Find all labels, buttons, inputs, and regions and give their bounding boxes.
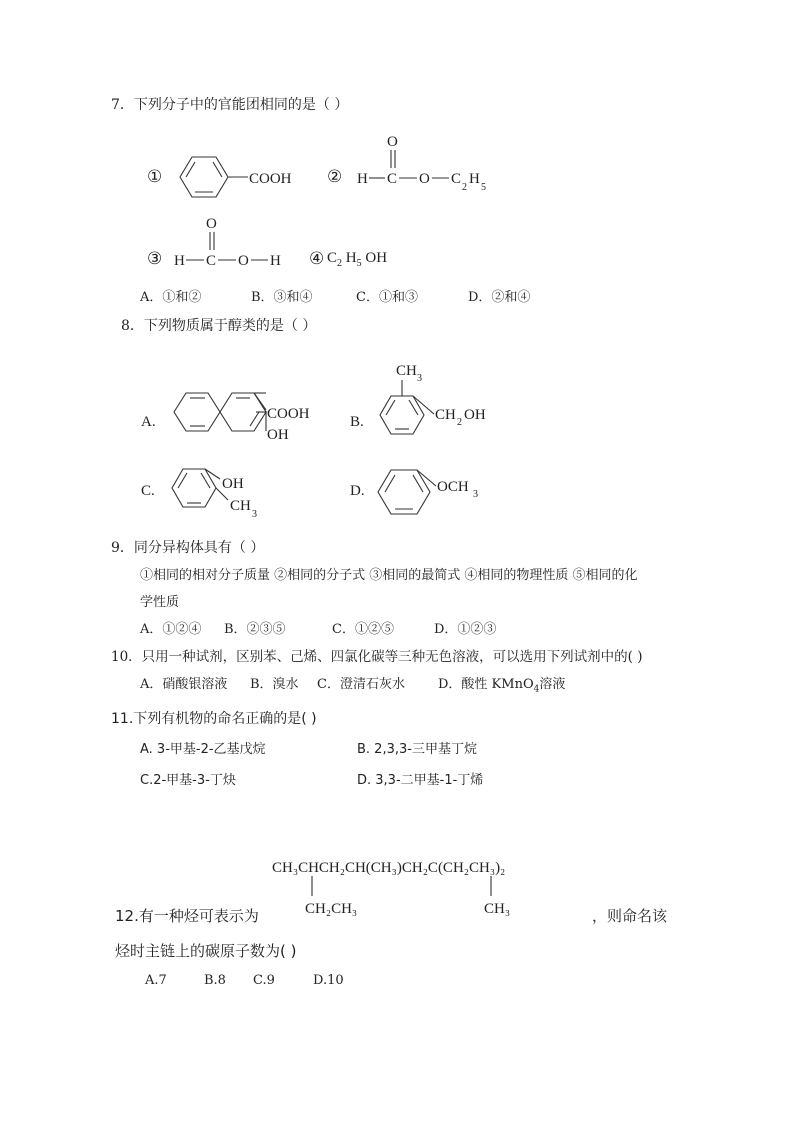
q7-num-4: ④ <box>309 249 325 268</box>
svg-text:H: H <box>469 171 480 187</box>
q7-m1-group: COOH <box>249 171 292 187</box>
q7-m2-c: C <box>387 171 398 187</box>
q12-stem-a: 12.有一种烃可表示为 <box>115 907 259 925</box>
q12-formula-main: CH₃CHCH₂CH(CH₃)CH₂C(CH₂CH₃)₂ <box>272 860 506 876</box>
svg-text:CH: CH <box>435 407 456 423</box>
svg-text:3: 3 <box>252 509 257 520</box>
q8-stem: 8．下列物质属于醇类的是（ ） <box>121 318 317 334</box>
q11-option-a[interactable]: A. 3-甲基-2-乙基戊烷 <box>140 742 266 757</box>
hydroxynaphthoic-acid-structure <box>170 388 330 450</box>
q9-line1: ①相同的相对分子质量 ②相同的分子式 ③相同的最简式 ④相同的物理性质 ⑤相同的化 <box>140 568 638 583</box>
svg-text:CH: CH <box>230 498 251 514</box>
q11-stem: 11.下列有机物的命名正确的是( ) <box>111 711 317 727</box>
q7-option-c[interactable]: C．①和③ <box>356 290 418 305</box>
svg-text:OH: OH <box>267 427 289 443</box>
q12-option-b[interactable]: B.8 <box>204 973 226 988</box>
q8-option-c-label[interactable]: C. <box>141 483 155 499</box>
q10-option-a[interactable]: A．硝酸银溶液 <box>140 677 228 692</box>
svg-text:3: 3 <box>473 489 478 500</box>
q10-option-d[interactable]: D．酸性 KMnO$_4$溶液 <box>438 677 566 695</box>
q12-stem-c: 烃时主链上的碳原子数为( ) <box>115 942 297 960</box>
q7-m2-h: H <box>357 171 368 187</box>
q9-option-c[interactable]: C．①②⑤ <box>332 622 394 637</box>
q10-stem: 10．只用一种试剂，区别苯、己烯、四氯化碳等三种无色溶液，可以选用下列试剂中的( ) <box>111 649 643 665</box>
svg-text:2: 2 <box>457 417 462 428</box>
q7-num-1: ① <box>147 167 163 186</box>
q12-stem-b: ，则命名该 <box>592 907 668 925</box>
q7-option-d[interactable]: D．②和④ <box>468 290 531 305</box>
svg-text:H: H <box>270 253 281 269</box>
q9-option-d[interactable]: D．①②③ <box>434 622 497 637</box>
cresol-structure <box>168 464 278 526</box>
svg-text:CH: CH <box>396 363 417 379</box>
q8-option-d-label[interactable]: D. <box>350 483 365 499</box>
svg-text:OCH: OCH <box>437 479 469 495</box>
q11-option-c[interactable]: C.2-甲基-3-丁炔 <box>140 773 236 788</box>
q12-hydrocarbon-structure <box>270 852 600 922</box>
svg-text:C: C <box>206 253 217 269</box>
svg-text:O: O <box>238 253 249 269</box>
svg-text:COOH: COOH <box>267 406 310 422</box>
svg-text:H: H <box>174 253 185 269</box>
q7-num-2: ② <box>327 167 343 186</box>
q12-branch2: CH₃ <box>484 901 511 917</box>
q7-option-a[interactable]: A．①和② <box>140 290 202 305</box>
svg-text:O: O <box>206 216 217 232</box>
q8-option-a-label[interactable]: A. <box>141 414 156 430</box>
anisole-structure <box>374 460 494 526</box>
q11-option-d[interactable]: D. 3,3-二甲基-1-丁烯 <box>357 773 484 788</box>
q7-m2-c2: C <box>451 171 462 187</box>
svg-text:3: 3 <box>417 373 422 384</box>
svg-text:2: 2 <box>462 182 467 193</box>
q12-option-c[interactable]: C.9 <box>253 973 275 988</box>
svg-text:OH: OH <box>222 476 244 492</box>
q12-option-a[interactable]: A.7 <box>145 973 167 988</box>
q7-m2-o: O <box>419 171 430 187</box>
q12-branch1: CH₂CH₃ <box>305 901 358 917</box>
q7-option-b[interactable]: B．③和④ <box>251 290 313 305</box>
q7-m2-otop: O <box>387 134 398 150</box>
q9-stem: 9．同分异构体具有（ ） <box>111 540 265 556</box>
q7-m4-formula: $C_2$ $H_5$ OH <box>327 250 388 269</box>
svg-text:OH: OH <box>464 407 486 423</box>
q12-option-d[interactable]: D.10 <box>313 973 344 988</box>
q9-line2: 学性质 <box>140 595 180 610</box>
q11-option-b[interactable]: B. 2,3,3-三甲基丁烷 <box>357 742 477 757</box>
q7-stem: 7．下列分子中的官能团相同的是（ ） <box>111 97 349 113</box>
q9-option-b[interactable]: B．②③⑤ <box>224 622 286 637</box>
formic-acid-structure <box>172 212 292 282</box>
q9-option-a[interactable]: A．①②④ <box>140 622 202 637</box>
benzoic-acid-structure <box>170 155 300 203</box>
methylbenzyl-alcohol-structure <box>372 358 512 448</box>
ethyl-formate-structure <box>355 130 505 200</box>
q7-num-3: ③ <box>147 249 163 268</box>
svg-text:5: 5 <box>481 182 486 193</box>
q10-option-c[interactable]: C．澄清石灰水 <box>317 677 405 692</box>
q10-option-b[interactable]: B．溴水 <box>250 677 299 692</box>
q8-option-b-label[interactable]: B. <box>350 414 364 430</box>
